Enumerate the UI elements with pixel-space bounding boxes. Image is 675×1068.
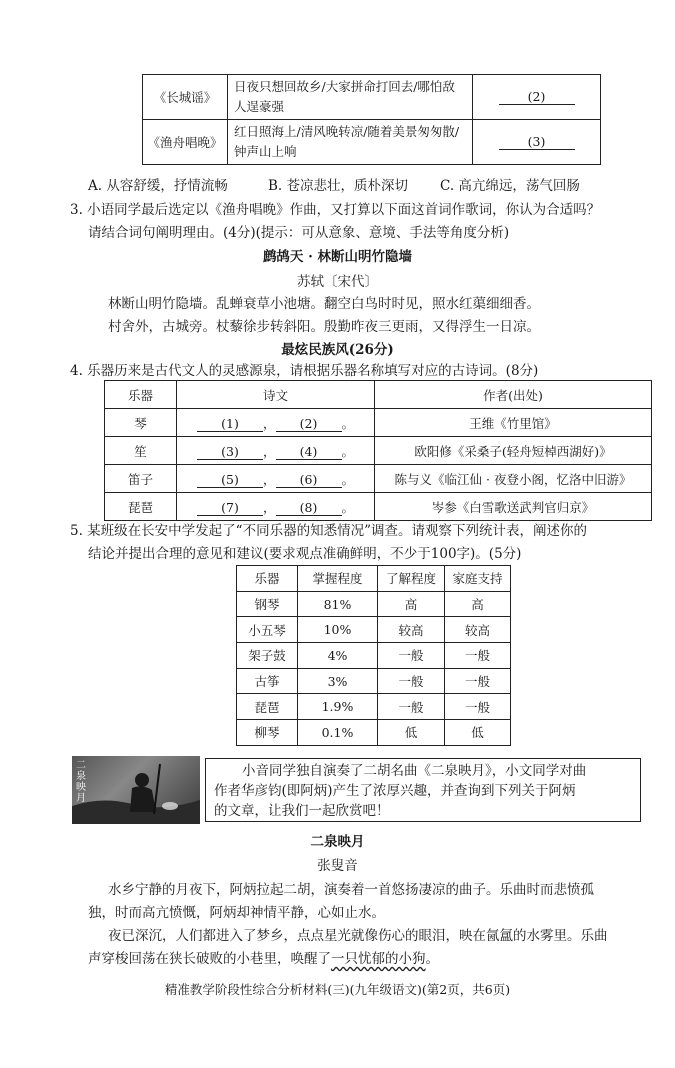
song-lyrics: 红日照海上/清风晚转凉/随着美景匆匆散/钟声山上响 (228, 120, 473, 165)
erquan-image (72, 756, 200, 824)
poem-author: 苏轼〔宋代〕 (297, 274, 378, 290)
poem-blanks: (5) ， (6) 。 (177, 465, 375, 493)
answer-cell (473, 75, 601, 120)
poem-source: 欧阳修《采桑子(轻舟短棹西湖好)》 (375, 437, 652, 465)
question-5-line1: 5. 某班级在长安中学发起了“不同乐器的知悉情况”调查。请观察下列统计表，阐述你的 (70, 523, 587, 539)
article-title: 二泉映月 (310, 834, 365, 850)
answer-blank[interactable]: (8) (276, 500, 342, 516)
cell-mastery: 4% (298, 643, 378, 669)
poem-blanks: (7) ， (8) 。 (177, 493, 375, 521)
answer-blank[interactable]: (5) (197, 472, 263, 488)
song-table (142, 74, 601, 165)
instrument-name: 笙 (105, 437, 177, 465)
table-row (105, 409, 652, 437)
header-source: 作者(出处) (375, 381, 652, 409)
cell-support: 较高 (445, 617, 511, 643)
cell-awareness: 一般 (378, 643, 445, 669)
table-row (105, 493, 652, 521)
article-p2-line2: 声穿梭回荡在狭长破败的小巷里，唤醒了一只忧郁的小狗。 (88, 951, 439, 967)
instrument-poem-table (104, 380, 652, 521)
question-3-line2: 请结合词句阐明理由。(4分)(提示：可从意象、意境、手法等角度分析) (88, 225, 510, 241)
cell-support: 高 (445, 591, 511, 617)
intro-line-3: 的文章，让我们一起欣赏吧！ (214, 803, 390, 819)
table-header-row (237, 566, 511, 592)
cell-instrument: 古筝 (237, 668, 298, 694)
poem-source: 陈与义《临江仙 · 夜登小阁，忆洛中旧游》 (375, 465, 652, 493)
cell-mastery: 1.9% (298, 694, 378, 720)
header-instrument: 乐器 (237, 566, 298, 592)
header-awareness: 了解程度 (378, 566, 445, 592)
answer-blank[interactable]: (2) (276, 416, 342, 432)
intro-line-2: 作者华彦钧(即阿炳)产生了浓厚兴趣，并查询到下列关于阿炳 (214, 783, 576, 799)
answer-blank[interactable]: (3) (499, 134, 575, 150)
article-p2-line1: 夜已深沉，人们都进入了梦乡，点点星光就像伤心的眼泪，映在氤氲的水雾里。乐曲 (108, 928, 608, 944)
poem-title: 鹧鸪天 · 林断山明竹隐墙 (262, 249, 413, 265)
answer-blank[interactable]: (7) (197, 500, 263, 516)
article-p1-line2: 独，时而高亢愤慨，阿炳却神情平静，心如止水。 (88, 905, 385, 921)
answer-blank[interactable]: (3) (197, 444, 263, 460)
song-lyrics: 日夜只想回故乡/大家拼命打回去/哪怕敌人逞豪强 (228, 75, 473, 120)
question-4: 4. 乐器历来是古代文人的灵感源泉，请根据乐器名称填写对应的古诗词。(8分) (70, 363, 539, 379)
cell-instrument: 钢琴 (237, 591, 298, 617)
cell-support: 一般 (445, 643, 511, 669)
table-row (237, 617, 511, 643)
cell-mastery: 0.1% (298, 720, 378, 746)
page-footer: 精准教学阶段性综合分析材料(三)(九年级语文)(第2页，共6页) (164, 982, 511, 997)
header-instrument: 乐器 (105, 381, 177, 409)
song-title: 《渔舟唱晚》 (143, 120, 228, 165)
cell-support: 一般 (445, 668, 511, 694)
answer-cell (473, 120, 601, 165)
cell-mastery: 10% (298, 617, 378, 643)
table-row (237, 668, 511, 694)
table-row (237, 643, 511, 669)
instrument-name: 琵琶 (105, 493, 177, 521)
answer-blank[interactable]: (2) (499, 89, 575, 105)
image-caption: 二泉映月 (76, 760, 86, 804)
intro-box (205, 758, 641, 822)
cell-mastery: 81% (298, 591, 378, 617)
cell-mastery: 3% (298, 668, 378, 694)
table-row (143, 75, 601, 120)
poem-blanks: (3) ， (4) 。 (177, 437, 375, 465)
question-5-line2: 结论并提出合理的意见和建议(要求观点准确鲜明，不少于100字)。(5分) (88, 546, 522, 562)
poem-source: 王维《竹里馆》 (375, 409, 652, 437)
cell-instrument: 小五琴 (237, 617, 298, 643)
answer-blank[interactable]: (4) (276, 444, 342, 460)
wavy-underlined-phrase: 一只忧郁的小狗 (331, 951, 426, 967)
section-title: 最炫民族风(26分) (281, 342, 394, 358)
cell-awareness: 一般 (378, 694, 445, 720)
cell-awareness: 高 (378, 591, 445, 617)
cell-support: 一般 (445, 694, 511, 720)
header-poem: 诗文 (177, 381, 375, 409)
table-row (237, 591, 511, 617)
table-row (105, 437, 652, 465)
poem-blanks: (1) ， (2) 。 (177, 409, 375, 437)
article-author: 张叟音 (317, 858, 358, 874)
option-c: C. 高亢绵远，荡气回肠 (440, 178, 580, 194)
survey-table (236, 565, 511, 746)
article-p1-line1: 水乡宁静的月夜下，阿炳拉起二胡，演奏着一首悠扬凄凉的曲子。乐曲时而悲愤孤 (108, 882, 594, 898)
answer-blank[interactable]: (6) (276, 472, 342, 488)
cell-awareness: 较高 (378, 617, 445, 643)
cell-awareness: 低 (378, 720, 445, 746)
poem-line-1: 林断山明竹隐墙。乱蝉衰草小池塘。翻空白鸟时时见，照水红蕖细细香。 (108, 296, 540, 312)
poem-source: 岑参《白雪歌送武判官归京》 (375, 493, 652, 521)
table-row (237, 694, 511, 720)
header-mastery: 掌握程度 (298, 566, 378, 592)
song-title: 《长城谣》 (143, 75, 228, 120)
cell-support: 低 (445, 720, 511, 746)
musician-silhouette-icon (72, 756, 200, 824)
instrument-name: 琴 (105, 409, 177, 437)
table-row (105, 465, 652, 493)
option-a: A. 从容舒缓，抒情流畅 (88, 178, 228, 194)
table-row (143, 120, 601, 165)
instrument-name: 笛子 (105, 465, 177, 493)
table-row (237, 720, 511, 746)
option-b: B. 苍凉悲壮，质朴深切 (268, 178, 409, 194)
header-family-support: 家庭支持 (445, 566, 511, 592)
cell-awareness: 一般 (378, 668, 445, 694)
table-header-row (105, 381, 652, 409)
answer-blank[interactable]: (1) (197, 416, 263, 432)
cell-instrument: 架子鼓 (237, 643, 298, 669)
intro-line-1: 小音同学独自演奏了二胡名曲《二泉映月》，小文同学对曲 (242, 763, 587, 779)
cell-instrument: 柳琴 (237, 720, 298, 746)
cell-instrument: 琵琶 (237, 694, 298, 720)
poem-line-2: 村舍外，古城旁。杖藜徐步转斜阳。殷勤昨夜三更雨，又得浮生一日凉。 (108, 319, 540, 335)
question-3-line1: 3. 小语同学最后选定以《渔舟唱晚》作曲，又打算以下面这首词作歌词，你认为合适吗？ (70, 202, 601, 218)
